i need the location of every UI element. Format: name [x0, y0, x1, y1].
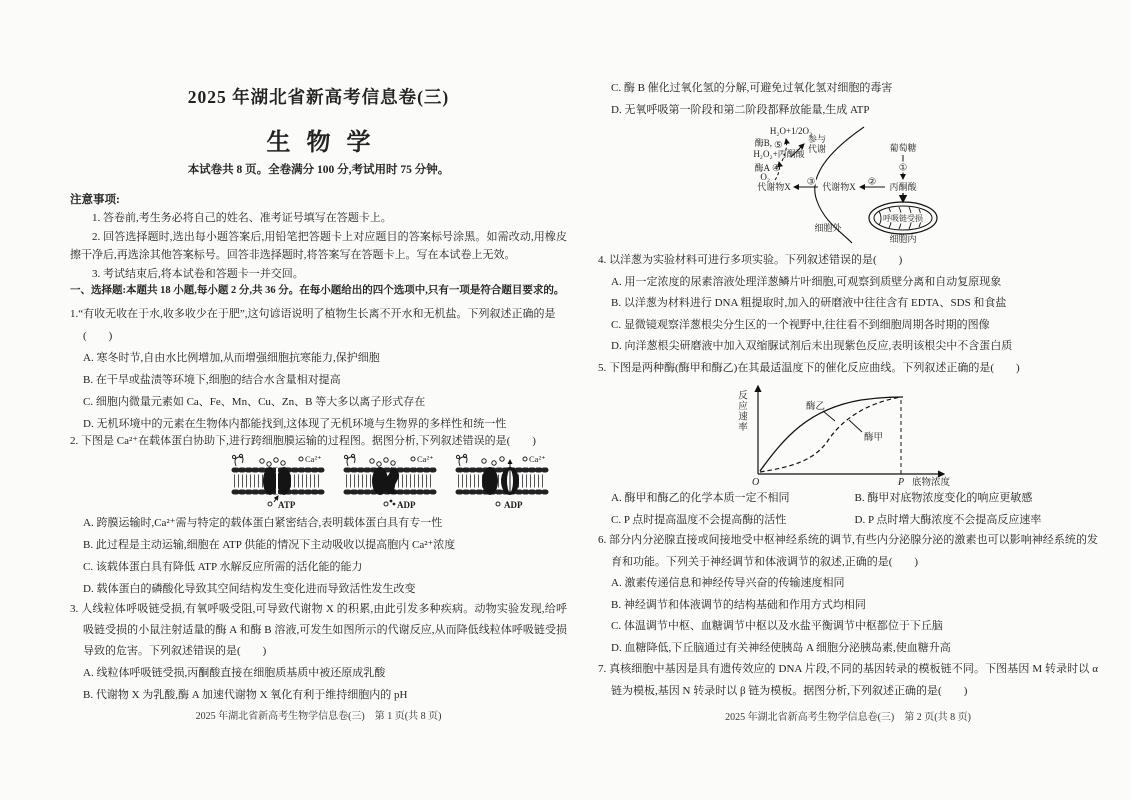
exam-title: 2025 年湖北省新高考信息卷(三)	[187, 87, 450, 107]
option: B. 以洋葱为材料进行 DNA 粗提取时,加入的研磨液中往往含有 EDTA、SDS 和食盐	[611, 297, 1007, 309]
question-1	[70, 303, 567, 435]
question-stem: 6. 部分内分泌腺直接或间接地受中枢神经系统的调节,有些内分泌腺分泌的激素也可以影响神经系统的发育和功能。下列关于神经调节和体液调节的叙述,正确的是( )	[598, 534, 1098, 568]
glucose-label: 葡萄糖	[889, 143, 917, 153]
option: A. 酶甲和酶乙的化学本质一定不相同	[611, 492, 790, 504]
option: D. P 点时增大酶浓度不会提高反应速率	[854, 513, 1042, 526]
step-1-label: ①	[898, 163, 908, 174]
extracellular-label: 细胞外	[814, 223, 842, 233]
energy-label-adp: ADP	[504, 500, 523, 510]
option: A. 线粒体呼吸链受损,丙酮酸直接在细胞质基质中被还原成乳酸	[83, 667, 386, 679]
answer-bracket: ( )	[83, 330, 113, 342]
pyruvate-label: 丙酮酸	[889, 182, 917, 192]
option: B. 此过程是主动运输,细胞在 ATP 供能的情况下主动吸收以提高胞内 Ca²⁺浓度	[83, 539, 456, 551]
option: A. 跨膜运输时,Ca²⁺需与特定的载体蛋白紧密结合,表明载体蛋白具有专一性	[83, 517, 443, 529]
option: D. 血糖降低,下丘脑通过有关神经使胰岛 A 细胞分泌胰岛素,使血糖升高	[611, 641, 951, 654]
notice-item: 3. 考试结束后,将本试卷和答题卡一并交回。	[92, 267, 304, 280]
step-2-label: ②	[867, 177, 877, 188]
option: C. 显微镜观察洋葱根尖分生区的一个视野中,往往看不到细胞周期各时期的图像	[611, 318, 990, 331]
peroxide-pyruvate-label: H₂O₂+丙酮酸	[753, 149, 805, 159]
metabolize-label: 代谢	[808, 144, 827, 154]
page-footer: 2025 年湖北省新高考生物学信息卷(三) 第 2 页(共 8 页)	[725, 712, 971, 723]
exam-info: 本试卷共 8 页。全卷满分 100 分,考试用时 75 分钟。	[187, 164, 450, 176]
water-oxygen-label: H₂O+1/2O₂	[769, 126, 813, 136]
option: C. 体温调节中枢、血糖调节中枢以及水盐平衡调节中枢都位于下丘脑	[611, 620, 943, 632]
option: D. 无氧呼吸第一阶段和第二阶段都释放能量,生成 ATP	[611, 104, 870, 116]
notice-item: 2. 回答选择题时,选出每小题答案后,用铅笔把答题卡上对应题目的答案标号涂黑。如需改动,用橡皮擦干净后,再选涂其他答案标号。回答非选择题时,将答案写在答题卡上。写在本试卷上无效。	[70, 230, 567, 261]
question-3-options-cd	[598, 77, 1098, 121]
calcium-ion-label: Ca²⁺	[305, 454, 322, 464]
metabolism-figure	[678, 123, 978, 250]
option: A. 寒冬时节,自由水比例增加,从而增强细胞抗寒能力,保护细胞	[83, 352, 380, 364]
option: B. 代谢物 X 为乳酸,酶 A 加速代谢物 X 氧化有利于维持细胞内的 pH	[83, 689, 408, 701]
notice-list	[70, 209, 567, 283]
question-6	[598, 530, 1098, 659]
page-1	[70, 0, 567, 800]
energy-label-adp: ADP	[397, 500, 416, 510]
options	[70, 347, 567, 435]
question-2-options	[70, 512, 567, 600]
x-axis-label: 底物浓度	[912, 478, 951, 488]
question-stem: 7. 真核细胞中基因是具有遗传效应的 DNA 片段,不同的基因转录的模板链不同。下图基因 M 转录时以 α 链为模板,基因 N 转录时以 β 链为模板。据图分析,下列叙述正确的是( )	[598, 663, 1098, 697]
intracellular-label: 细胞内	[889, 234, 917, 244]
question-3	[70, 599, 567, 706]
option: D. 向洋葱根尖研磨液中加入双缩脲试剂后未出现紫色反应,表明该根尖中不含蛋白质	[611, 340, 1013, 352]
label-leader-jia	[849, 420, 862, 432]
respiratory-chain-label: 呼吸链受损	[883, 214, 923, 223]
option: C. 细胞内微量元素如 Ca、Fe、Mn、Cu、Zn、B 等大多以离子形式存在	[83, 396, 426, 408]
step-4-label: ④	[772, 164, 781, 174]
section-header: 一、选择题:本题共 18 小题,每小题 2 分,共 36 分。在每小题给出的四个选项中,只有一项是符合题目要求的。	[70, 285, 565, 296]
option: C. 该载体蛋白具有降低 ATP 水解反应所需的活化能的能力	[83, 561, 363, 573]
y-axis-label: 反应速率	[736, 390, 746, 432]
option: D. 载体蛋白的磷酸化导致其空间结构发生变化进而导致活性发生改变	[83, 583, 416, 595]
enzyme-jia-label: 酶甲	[864, 433, 884, 443]
option: C. P 点时提高温度不会提高酶的活性	[611, 513, 787, 526]
question-stem: 5. 下图是两种酶(酶甲和酶乙)在其最适温度下的催化反应曲线。下列叙述正确的是( )	[598, 362, 1020, 374]
page-footer: 2025 年湖北省新高考生物学信息卷(三) 第 1 页(共 8 页)	[195, 711, 442, 722]
membrane-transport-figure	[230, 452, 550, 517]
option: B. 酶甲对底物浓度变化的响应更敏感	[854, 492, 1033, 504]
calcium-ion-label: Ca²⁺	[417, 454, 434, 464]
question-5-options	[598, 488, 1098, 531]
question-stem: 3. 人线粒体呼吸链受损,有氧呼吸受阻,可导致代谢物 X 的积累,由此引发多种疾病。动物实验发现,给呼吸链受损的小鼠注射适量的酶 A 和酶 B 溶液,可发生如图所示的代谢反应,从而降低线粒体呼吸链受损导致的危害。下列叙述错误的是( )	[70, 603, 567, 657]
question-stem: 4. 以洋葱为实验材料可进行多项实验。下列叙述错误的是( )	[598, 254, 903, 266]
metabolite-x-out-label: 代谢物X	[757, 182, 791, 192]
mitochondrion	[869, 202, 937, 234]
question-2	[70, 430, 567, 452]
label-leader-yi	[823, 411, 835, 421]
origin-label: O	[752, 477, 760, 488]
enzyme-yi-label: 酶乙	[806, 402, 826, 412]
option: C. 酶 B 催化过氧化氢的分解,可避免过氧化氢对细胞的毒害	[611, 82, 893, 94]
option: A. 用一定浓度的尿素溶液处理洋葱鳞片叶细胞,可观察到质壁分离和自动复原现象	[611, 275, 1002, 288]
page-2	[598, 0, 1098, 800]
notice-item: 1. 答卷前,考生务必将自己的姓名、准考证号填写在答题卡上。	[92, 212, 392, 224]
question-stem: 2. 下图是 Ca²⁺在载体蛋白协助下,进行跨细胞膜运输的过程图。据图分析,下列叙述错误的是( )	[70, 435, 536, 447]
energy-label-atp: ATP	[278, 500, 296, 510]
participate-label: 参与	[808, 134, 827, 144]
option: D. 无机环境中的元素在生物体内都能找到,这体现了无机环境与生物界的多样性和统一性	[83, 418, 507, 430]
calcium-ion-label: Ca²⁺	[529, 454, 546, 464]
enzyme-curve-figure	[716, 376, 956, 490]
step-5-label: ⑤	[774, 141, 783, 151]
option: A. 激素传递信息和神经传导兴奋的传输速度相同	[611, 577, 845, 589]
enzyme-b-label: 酶B,	[754, 138, 772, 148]
p-point-label: P	[898, 477, 905, 488]
question-7	[598, 658, 1098, 702]
notice-title: 注意事项:	[70, 194, 120, 206]
option: B. 神经调节和体液调节的结构基础和作用方式均相同	[611, 598, 866, 611]
question-4	[598, 250, 1098, 358]
question-stem: 1.“有收无收在于水,收多收少在于肥”,这句谚语说明了植物生长离不开水和无机盐。下列叙述正确的是	[70, 308, 556, 320]
step-3-label: ③	[806, 177, 816, 188]
option: B. 在干旱或盐渍等环境下,细胞的结合水含量相对提高	[83, 374, 341, 386]
oxygen-label: O₂	[760, 172, 770, 182]
enzyme-a-label: 酶A	[754, 163, 770, 173]
metabolite-x-in-label: 代谢物X	[822, 182, 856, 192]
subject-title: 生物学	[266, 130, 387, 156]
